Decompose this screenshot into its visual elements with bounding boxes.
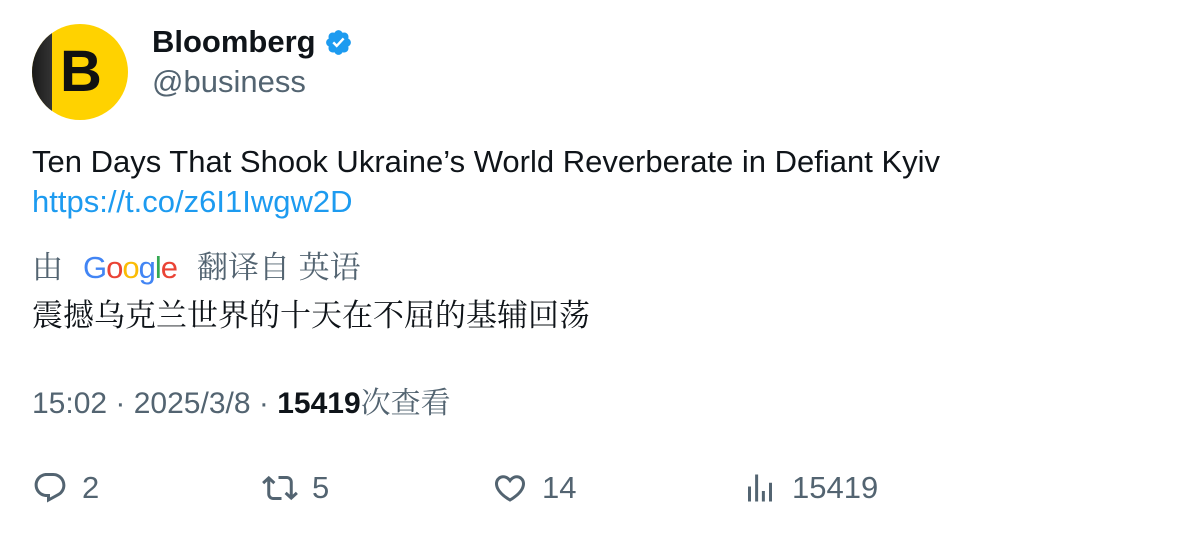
reply-count: 2 <box>82 470 100 505</box>
views-label: 次查看 <box>360 387 451 420</box>
translated-text: 震撼乌克兰世界的十天在不屈的基辅回荡 <box>32 298 590 333</box>
tweet-body <box>32 142 1162 222</box>
avatar[interactable] <box>32 24 128 120</box>
tweet-time[interactable]: 15:02 <box>32 387 108 420</box>
google-logo[interactable]: Google <box>83 250 178 285</box>
tweet-meta: 15:02 · 2025/3/8 · 15419次查看 <box>32 387 451 420</box>
views-action-count: 15419 <box>792 470 879 505</box>
like-button[interactable] <box>492 470 576 506</box>
account-handle[interactable]: @business <box>152 64 306 99</box>
tweet-text: Ten Days That Shook Ukraine’s World Reverberate in Defiant Kyiv <box>32 144 941 179</box>
account-name[interactable]: Bloomberg <box>152 24 316 59</box>
heart-icon <box>492 470 528 506</box>
reply-button[interactable] <box>32 470 99 506</box>
translation-from-label: 翻译自 英语 <box>197 250 361 285</box>
tweet-date[interactable]: 2025/3/8 <box>133 387 251 420</box>
views-count: 15419 <box>277 387 361 420</box>
like-count: 14 <box>542 470 577 505</box>
avatar-shadow <box>32 24 52 120</box>
views-button[interactable] <box>742 470 878 506</box>
retweet-count: 5 <box>312 470 330 505</box>
retweet-button[interactable] <box>262 470 329 506</box>
account-name-row <box>152 20 353 64</box>
verified-badge-icon <box>324 28 353 57</box>
tweet-link[interactable]: https://t.co/z6I1Iwgw2D <box>32 184 353 219</box>
avatar-letter: B <box>60 39 102 104</box>
translation-attribution <box>32 246 361 290</box>
reply-icon <box>32 470 68 506</box>
views-chart-icon <box>742 470 778 506</box>
retweet-icon <box>262 470 298 506</box>
action-bar <box>32 470 1162 514</box>
translation-by-label: 由 <box>32 250 63 285</box>
